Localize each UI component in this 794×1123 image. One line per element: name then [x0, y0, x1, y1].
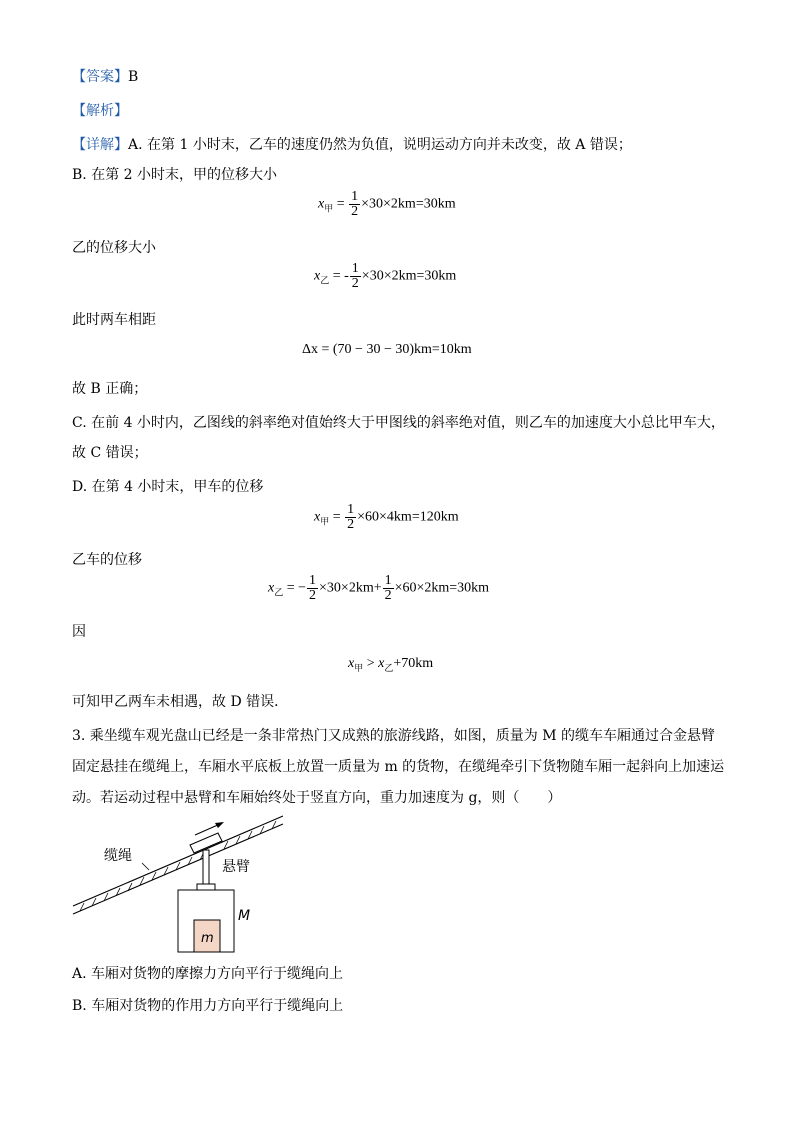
equation-3: Δx = (70 − 30 − 30)km=10km	[302, 342, 472, 357]
arm-label: 悬臂	[222, 859, 250, 875]
question-3-line1: 3. 乘坐缆车观光盘山已经是一条非常热门又成熟的旅游线路，如图，质量为 M 的缆车车厢通过合金悬臂	[72, 728, 716, 744]
analysis-label: 【解析】	[72, 103, 128, 119]
eq5-subscript: 乙	[274, 587, 284, 598]
cargo-mass-label: m	[201, 931, 214, 946]
option-d-intro: D. 在第 4 小时末，甲车的位移	[72, 479, 264, 495]
eq5-part2: ×60×2km=30km	[394, 580, 490, 596]
equation-5: $x_乙$ = − $\frac{1}{2}$ ×30×2km+ $\frac{1}{2}$ ×60×2km=30km	[268, 573, 490, 603]
eq6-subscript-2: 乙	[384, 662, 394, 673]
option-c-line1: C. 在前 4 小时内，乙图线的斜率绝对值始终大于甲图线的斜率绝对值，则乙车的加速度大小总比甲车大，	[72, 415, 725, 431]
fraction-half: $\frac{1}{2}$	[384, 573, 392, 603]
option-a: A. 车厢对货物的摩擦力方向平行于缆绳向上	[72, 966, 344, 982]
distance-text: 此时两车相距	[72, 312, 156, 328]
detail-a-text: A. 在第 1 小时末，乙车的速度仍然为负值，说明运动方向并未改变，故 A 错误；	[128, 137, 632, 153]
eq5-part1: ×30×2km+	[319, 580, 382, 596]
eq6-rhs: +70km	[393, 656, 434, 671]
eq2-rhs: ×30×2km=30km	[361, 268, 457, 284]
arm-mount	[197, 884, 215, 890]
answer-label: 【答案】	[72, 69, 128, 85]
answer-line	[72, 66, 138, 86]
option-b-intro: B. 在第 2 小时末，甲的位移大小	[72, 167, 277, 183]
eq4-rhs: ×60×4km=120km	[357, 509, 459, 525]
rope-label-leader	[142, 863, 149, 870]
equation-6: $x_甲 > x_乙+70km$	[348, 656, 434, 673]
yi-car-displacement-text: 乙车的位移	[72, 552, 142, 568]
equation-4: $x_甲$ = $\frac{1}{2}$ ×60×4km=120km	[314, 502, 459, 532]
motion-arrow-head	[215, 822, 224, 828]
yi-displacement-text: 乙的位移大小	[72, 240, 156, 256]
question-3-line2: 固定悬挂在缆绳上，车厢水平底板上放置一质量为 m 的货物，在缆绳牵引下货物随车厢一起斜向上加速运	[72, 759, 725, 775]
eq1-subscript: 甲	[324, 203, 334, 214]
question-3-line3: 动。若运动过程中悬臂和车厢始终处于竖直方向，重力加速度为 g，则（ ）	[72, 790, 562, 806]
answer-value: B	[128, 69, 139, 85]
eq4-subscript: 甲	[320, 516, 330, 527]
cabin-mass-label: M	[238, 908, 251, 924]
eq6-subscript-1: 甲	[354, 662, 364, 673]
fraction-half: $\frac{1}{2}$	[351, 261, 359, 291]
rope-label: 缆绳	[104, 848, 132, 864]
suspension-arm	[203, 850, 209, 886]
cable-car-figure	[70, 808, 290, 958]
eq2-subscript: 乙	[320, 275, 330, 286]
detail-label: 【详解】	[72, 137, 128, 153]
option-a-detail	[72, 134, 632, 154]
fraction-half: $\frac{1}{2}$	[347, 502, 355, 532]
because-text: 因	[72, 624, 86, 640]
eq1-rhs: ×30×2km=30km	[361, 196, 456, 212]
option-b: B. 车厢对货物的作用力方向平行于缆绳向上	[72, 998, 344, 1014]
equation-1: $x_甲$ = $\frac{1}{2}$ ×30×2km=30km	[318, 189, 456, 219]
option-b-conclusion: 故 B 正确；	[72, 381, 148, 397]
option-d-conclusion: 可知甲乙两车未相遇，故 D 错误．	[72, 694, 289, 710]
equation-2: $x_乙$ = - $\frac{1}{2}$ ×30×2km=30km	[314, 261, 457, 291]
option-c-line2: 故 C 错误；	[72, 445, 148, 461]
fraction-half: $\frac{1}{2}$	[309, 573, 317, 603]
fraction-half: $\frac{1}{2}$	[351, 189, 359, 219]
